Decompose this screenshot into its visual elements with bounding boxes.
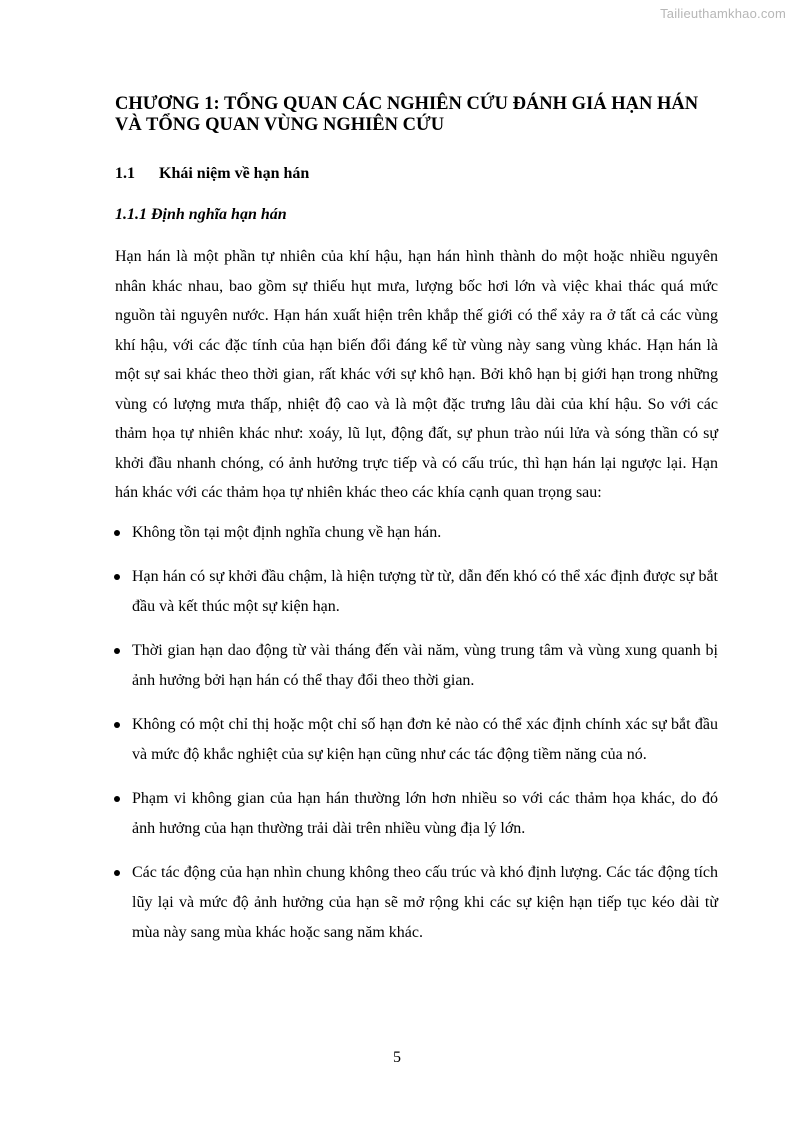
- subsection-heading: 1.1.1 Định nghĩa hạn hán: [115, 206, 287, 223]
- bullet-list: [115, 518, 718, 948]
- bullet-text: Không tồn tại một định nghĩa chung về hạn hán.: [132, 523, 442, 541]
- watermark: Tailieuthamkhao.com: [660, 6, 786, 21]
- section-heading: [115, 164, 718, 184]
- section-number: 1.1: [115, 165, 135, 182]
- bullet-item: [115, 858, 718, 948]
- bullet-dot-icon: [114, 870, 120, 876]
- bullet-dot-icon: [114, 530, 120, 536]
- section-title: Khái niệm về hạn hán: [159, 165, 310, 182]
- page-number: 5: [393, 1049, 401, 1066]
- chapter-title: CHƯƠNG 1: TỔNG QUAN CÁC NGHIÊN CỨU ĐÁNH GIÁ HẠN HÁN VÀ TỔNG QUAN VÙNG NGHIÊN CỨU: [115, 94, 699, 135]
- bullet-text: Không có một chỉ thị hoặc một chỉ số hạn đơn kẻ nào có thể xác định chính xác sự bắt đầu và mức độ khắc nghiệt của sự kiện hạn cũng như các tác động tiềm năng của nó.: [132, 715, 718, 763]
- bullet-text: Thời gian hạn dao động từ vài tháng đến vài năm, vùng trung tâm và vùng xung quanh bị ảnh hưởng bởi hạn hán có thể thay đổi theo thời gian.: [132, 641, 718, 689]
- bullet-item: [115, 562, 718, 622]
- bullet-dot-icon: [114, 796, 120, 802]
- bullet-dot-icon: [114, 574, 120, 580]
- bullet-item: [115, 710, 718, 770]
- bullet-item: [115, 636, 718, 696]
- body-paragraph: Hạn hán là một phần tự nhiên của khí hậu, hạn hán hình thành do một hoặc nhiều nguyên nhân khác nhau, bao gồm sự thiếu hụt mưa, lượng bốc hơi lớn và việc khai thác quá mức nguồn tài nguyên nước. Hạn hán xuất hiện trên khắp thế giới có thể xảy ra ở tất cả các vùng khí hậu, với các đặc tính của hạn biến đổi đáng kể từ vùng này sang vùng khác. Hạn hán là một sự sai khác theo thời gian, rất khác với sự khô hạn. Bởi khô hạn bị giới hạn trong những vùng có lượng mưa thấp, nhiệt độ cao và là một đặc trưng lâu dài của khí hậu. So với các thảm họa tự nhiên khác như: xoáy, lũ lụt, động đất, sự phun trào núi lửa và sóng thần có sự khởi đầu nhanh chóng, có ảnh hưởng trực tiếp và có cấu trúc, thì hạn hán lại ngược lại. Hạn hán khác với các thảm họa tự nhiên khác theo các khía cạnh quan trọng sau:: [115, 248, 718, 501]
- bullet-dot-icon: [114, 722, 120, 728]
- bullet-text: Các tác động của hạn nhìn chung không theo cấu trúc và khó định lượng. Các tác động tích lũy lại và mức độ ảnh hưởng của hạn sẽ mở rộng khi các sự kiện hạn tiếp tục kéo dài từ mùa này sang mùa khác hoặc sang năm khác.: [132, 863, 718, 941]
- bullet-text: Phạm vi không gian của hạn hán thường lớn hơn nhiều so với các thảm họa khác, do đó ảnh hưởng của hạn thường trải dài trên nhiều vùng địa lý lớn.: [132, 789, 718, 837]
- bullet-item: [115, 784, 718, 844]
- bullet-item: [115, 518, 718, 548]
- bullet-text: Hạn hán có sự khởi đầu chậm, là hiện tượng từ từ, dẫn đến khó có thể xác định được sự bắt đầu và kết thúc một sự kiện hạn.: [132, 567, 718, 615]
- page-content: [115, 94, 718, 962]
- bullet-dot-icon: [114, 648, 120, 654]
